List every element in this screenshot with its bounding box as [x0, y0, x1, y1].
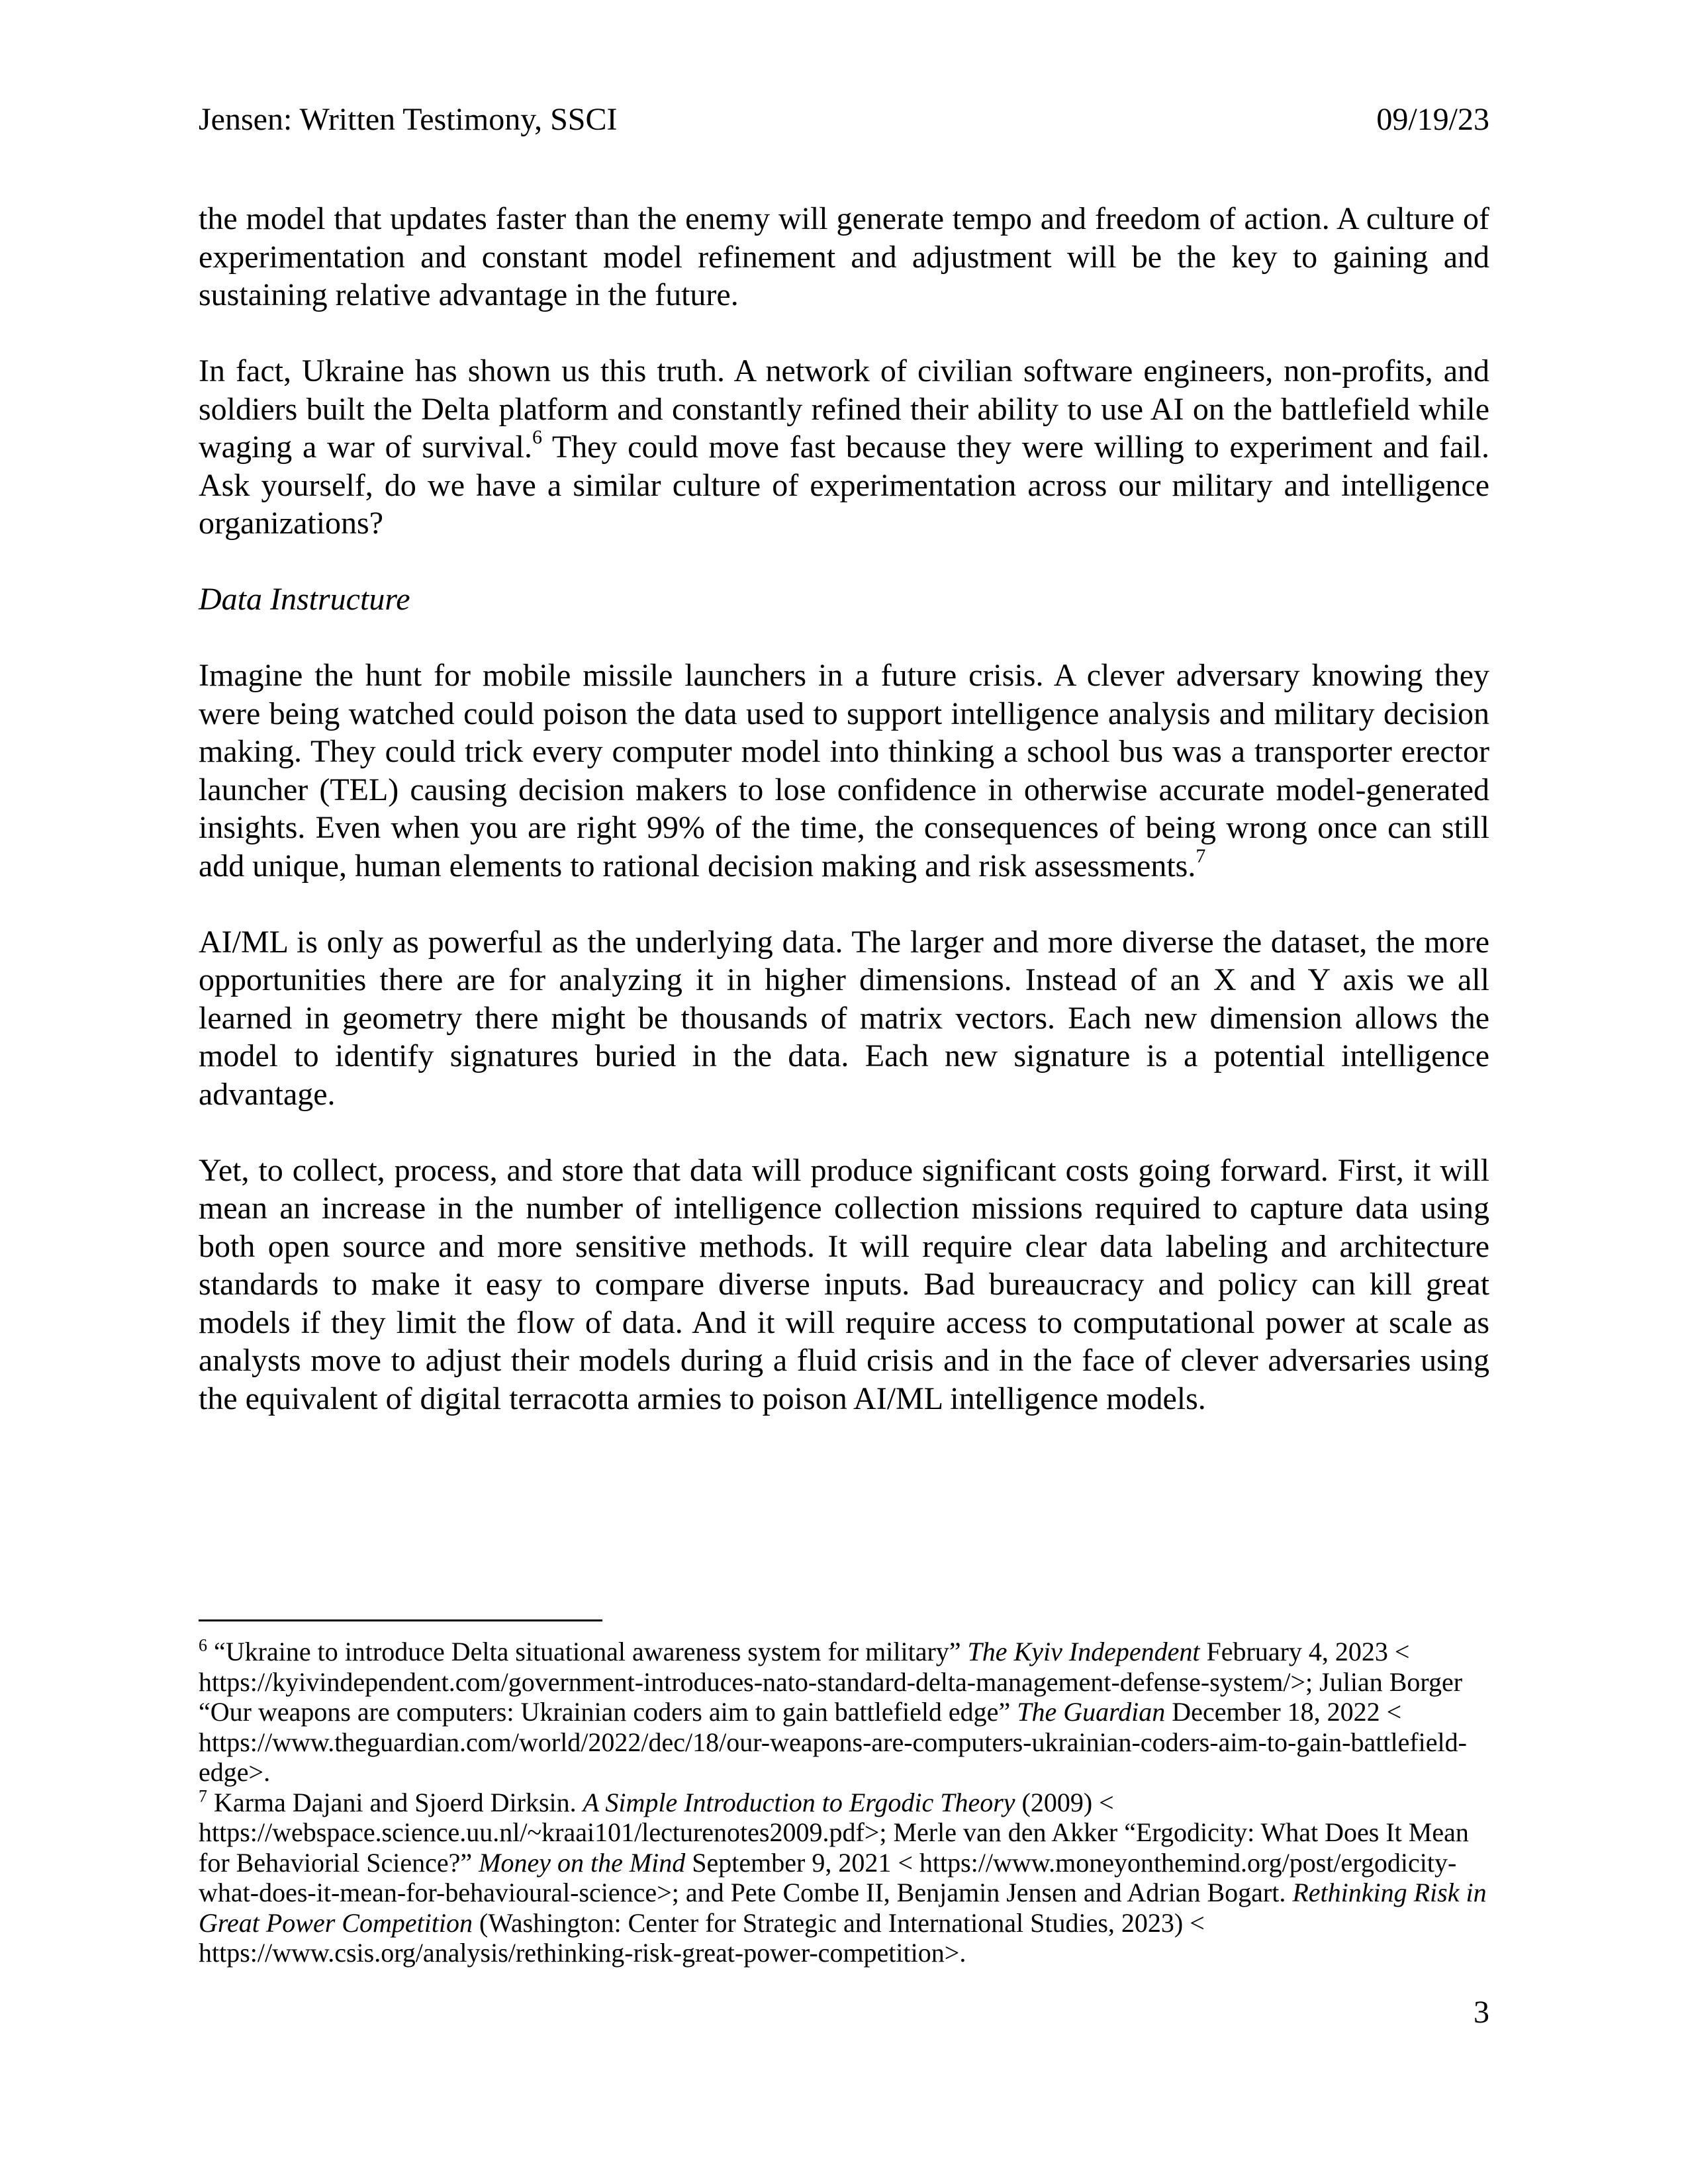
footnote-7-text-3: September 9, 2021 < https://www.moneyonthemind.org/post/ergodicity-what-does-it-mean-for-behavioural-science>; and Pete Combe II, Benjamin Jensen and Adrian Bogart.: [199, 1847, 1457, 1907]
header-date: 09/19/23: [1376, 102, 1489, 137]
footnotes: [199, 1637, 1489, 1968]
footnote-6-source-2: The Guardian: [1017, 1697, 1166, 1727]
footnote-7-text-4: (Washington: Center for Strategic and International Studies, 2023) < https://www.csis.org/analysis/rethinking-risk-great-power-competition>.: [199, 1907, 1205, 1968]
footnote-6-source-1: The Kyiv Independent: [967, 1637, 1200, 1666]
footnote-6-text: “Ukraine to introduce Delta situational awareness system for military”: [207, 1637, 968, 1666]
footnote-7-text-2: (2009) < https://webspace.science.uu.nl/~kraai101/lecturenotes2009.pdf>; Merle van den Akker “Ergodicity: What Does It Mean for Behaviorial Science?”: [199, 1787, 1469, 1878]
document-page: [199, 0, 1489, 2184]
footnote-7-source-3: Rethinking Risk in Great Power Competition: [199, 1878, 1487, 1938]
footnote-6: [199, 1637, 1489, 1788]
footnote-6-text-3: December 18, 2022 < https://www.theguardian.com/world/2022/dec/18/our-weapons-are-computers-ukrainian-coders-aim-to-gain-battlefield-edge>.: [199, 1697, 1467, 1787]
header-title: Jensen: Written Testimony, SSCI: [199, 102, 618, 137]
footnote-7-source-2: Money on the Mind: [479, 1847, 686, 1878]
paragraph-3-text: Imagine the hunt for mobile missile launchers in a future crisis. A clever adversary knowing they were being watched could poison the data used to support intelligence analysis and military decision making. They could trick every computer model into thinking a school bus was a transporter erector launcher (TEL) causing decision makers to lose confidence in otherwise accurate model-generated insights. Even when you are right 99% of the time, the consequences of being wrong once can still add unique, human elements to rational decision making and risk assessments.: [199, 658, 1489, 884]
paragraph-4: AI/ML is only as powerful as the underlying data. The larger and more diverse the dataset, the more opportunities there are for analyzing it in higher dimensions. Instead of an X and Y axis we all learned in geometry there might be thousands of matrix vectors. Each new dimension allows the model to identify signatures buried in the data. Each new signature is a potential intelligence advantage.: [199, 924, 1489, 1112]
paragraph-2-text: In fact, Ukraine has shown us this truth. A network of civilian software engineers, non-profits, and soldiers built the Delta platform and constantly refined their ability to use AI on the battlefield while waging a war of survival.: [199, 353, 1489, 465]
running-header: [199, 101, 1489, 139]
footnote-7: [199, 1788, 1489, 1968]
footnote-number-7: 7: [199, 1786, 207, 1806]
footnote-7-text: Karma Dajani and Sjoerd Dirksin.: [207, 1787, 583, 1817]
body-text: [199, 200, 1489, 1456]
footnote-7-source-1: A Simple Introduction to Ergodic Theory: [583, 1787, 1015, 1817]
section-heading: Data Instructure: [199, 582, 410, 617]
paragraph-2-text-cont: They could move fast because they were willing to experiment and fail. Ask yourself, do we have a similar culture of experimentation across our military and intelligence organizations?: [199, 430, 1490, 541]
paragraph-2: [199, 352, 1489, 543]
footnote-ref-6[interactable]: 6: [532, 426, 542, 448]
footnote-ref-7[interactable]: 7: [1196, 844, 1206, 867]
footnote-number-6: 6: [199, 1635, 207, 1655]
paragraph-1: the model that updates faster than the enemy will generate tempo and freedom of action. A culture of experimentation and constant model refinement and adjustment will be the key to gaining and sustaining relative advantage in the future.: [199, 201, 1489, 312]
page-number: 3: [1474, 1995, 1489, 2030]
paragraph-5: Yet, to collect, process, and store that data will produce significant costs going forward. First, it will mean an increase in the number of intelligence collection missions required to capture data using both open source and more sensitive methods. It will require clear data labeling and architecture standards to make it easy to compare diverse inputs. Bad bureaucracy and policy can kill great models if they limit the flow of data. And it will require access to computational power at scale as analysts move to adjust their models during a fluid crisis and in the face of clever adversaries using the equivalent of digital terracotta armies to poison AI/ML intelligence models.: [199, 1152, 1489, 1416]
footnote-divider: [199, 1619, 602, 1621]
footnote-6-text-2: February 4, 2023 < https://kyivindependent.com/government-introduces-nato-standard-delta-management-defense-system/>; Julian Borger “Our weapons are computers: Ukrainian coders aim to gain battlefield edge”: [199, 1637, 1463, 1727]
paragraph-3: [199, 657, 1489, 885]
